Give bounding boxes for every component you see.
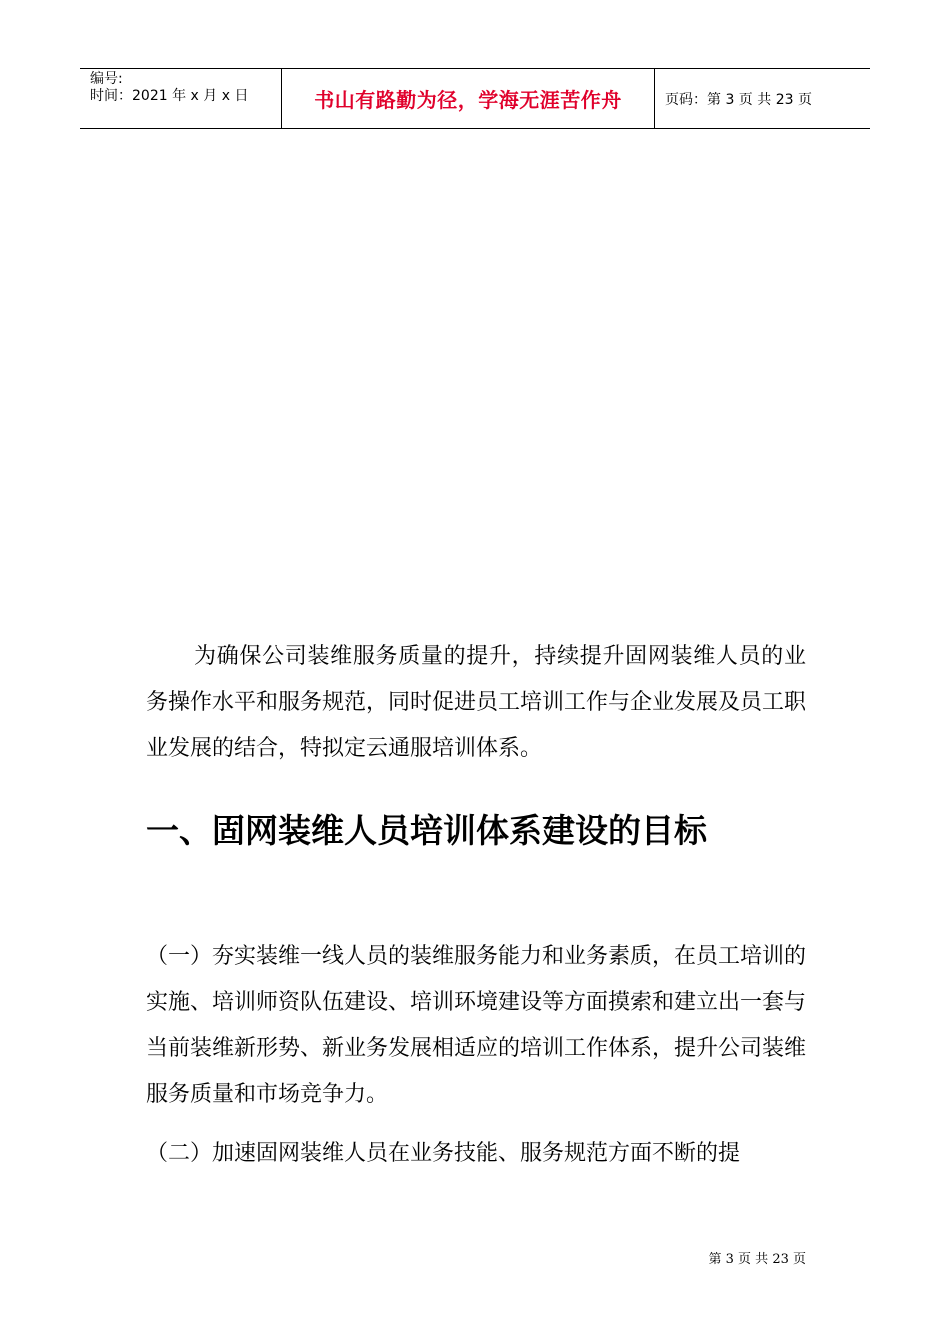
header-page-info: 页码：第 3 页 共 23 页 [665, 91, 812, 108]
section-heading: 一、固网装维人员培训体系建设的目标 [146, 811, 707, 850]
serial-number-label: 编号: [90, 71, 123, 87]
intro-paragraph: 为确保公司装维服务质量的提升，持续提升固网装维人员的业务操作水平和服务规范，同时促进员工培训工作与企业发展及员工职业发展的结合，特拟定云通服培训体系。 [146, 644, 807, 761]
date-line: 时间：2021 年 x 月 x 日 [90, 88, 249, 104]
header-meta-cell [80, 69, 282, 128]
page-header [80, 68, 870, 129]
goal-item-1: （一）夯实装维一线人员的装维服务能力和业务素质，在员工培训的实施、培训师资队伍建设、培训环境建设等方面摸索和建立出一套与当前装维新形势、新业务发展相适应的培训工作体系，提升公司装维服务质量和市场竞争力。 [146, 944, 807, 1107]
goal-item-2: （二）加速固网装维人员在业务技能、服务规范方面不断的提 [146, 1141, 741, 1166]
page-footer: 第 3 页 共 23 页 [708, 1252, 806, 1267]
header-motto: 书山有路勤为径，学海无涯苦作舟 [282, 69, 655, 128]
